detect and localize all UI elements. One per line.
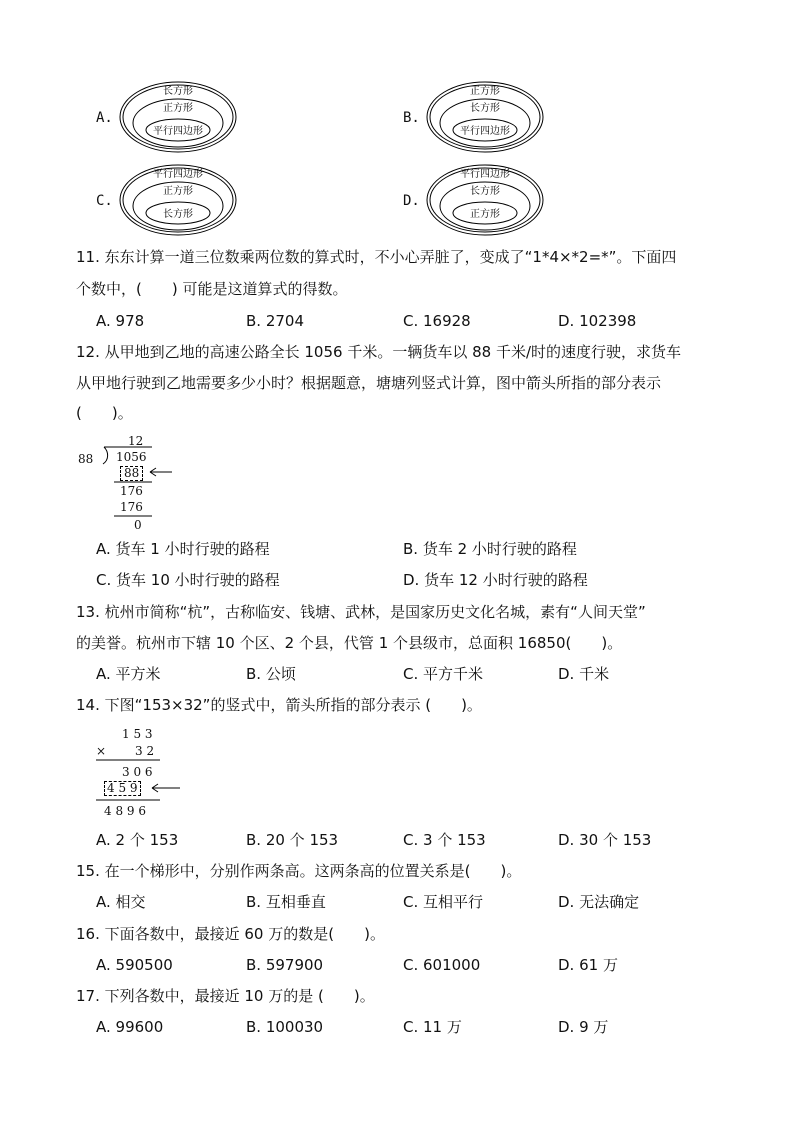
option-b-label: B.	[403, 110, 420, 126]
q11-option-b[interactable]: B. 2704	[246, 312, 305, 330]
q11-option-a[interactable]: A. 978	[96, 312, 145, 330]
svg-text:平行四边形: 平行四边形	[153, 169, 203, 180]
svg-text:平行四边形: 平行四边形	[460, 169, 510, 180]
svg-text:正方形: 正方形	[163, 186, 193, 197]
q17-option-a[interactable]: A. 99600	[96, 1018, 164, 1036]
ring-middle-label: 正方形	[163, 103, 193, 114]
boxed-partial-product-2: 4 5 9	[104, 781, 141, 796]
svg-text:长方形: 长方形	[470, 103, 500, 114]
subtract-2: 176	[120, 500, 143, 514]
q17-option-d[interactable]: D. 9 万	[558, 1018, 609, 1036]
q13-option-c[interactable]: C. 平方千米	[403, 665, 484, 683]
q13-option-a[interactable]: A. 平方米	[96, 665, 161, 683]
q17-option-c[interactable]: C. 11 万	[403, 1018, 462, 1036]
q12-option-d[interactable]: D. 货车 12 小时行驶的路程	[403, 571, 588, 589]
question-13-line-2: 的美誉。杭州市下辖 10 个区、2 个县，代管 1 个县级市，总面积 16850( )。	[76, 634, 623, 652]
multiplication-figure	[92, 725, 187, 825]
q17-option-b[interactable]: B. 100030	[246, 1018, 324, 1036]
q15-option-d[interactable]: D. 无法确定	[558, 893, 640, 911]
svg-text:平行四边形: 平行四边形	[460, 126, 510, 137]
top-factor: 1 5 3	[122, 727, 153, 741]
q15-option-b[interactable]: B. 互相垂直	[246, 893, 326, 911]
q12-option-a[interactable]: A. 货车 1 小时行驶的路程	[96, 540, 270, 558]
dividend: 1056	[116, 450, 147, 464]
question-12-line-2: 从甲地行驶到乙地需要多少小时？根据题意，塘塘列竖式计算，图中箭头所指的部分表示	[76, 374, 662, 392]
q14-option-a[interactable]: A. 2 个 153	[96, 831, 179, 849]
svg-text:长方形: 长方形	[163, 209, 193, 220]
q16-option-c[interactable]: C. 601000	[403, 956, 481, 974]
product-result: 4 8 9 6	[104, 804, 146, 818]
q15-option-a[interactable]: A. 相交	[96, 893, 146, 911]
question-17-line-1: 17. 下列各数中，最接近 10 万的是 ( )。	[76, 987, 375, 1005]
nested-ellipse-diagram-b	[425, 80, 545, 155]
quotient: 12	[128, 434, 144, 448]
question-12-line-3: ( )。	[76, 404, 133, 422]
q14-option-d[interactable]: D. 30 个 153	[558, 831, 652, 849]
nested-ellipse-diagram-a	[118, 80, 238, 155]
q13-option-b[interactable]: B. 公顷	[246, 665, 296, 683]
option-a-label: A.	[96, 110, 113, 126]
svg-text:正方形: 正方形	[470, 86, 500, 97]
question-16-line-1: 16. 下面各数中，最接近 60 万的数是( )。	[76, 925, 385, 943]
question-14-line-1: 14. 下图“153×32”的竖式中，箭头所指的部分表示 ( )。	[76, 696, 482, 714]
nested-ellipse-diagram-d	[425, 163, 545, 238]
option-d-label: D.	[403, 193, 420, 209]
ring-outer-label: 长方形	[163, 86, 193, 97]
q11-option-c[interactable]: C. 16928	[403, 312, 471, 330]
question-12-line-1: 12. 从甲地到乙地的高速公路全长 1056 千米。一辆货车以 88 千米/时的速度行驶，求货车	[76, 343, 682, 361]
svg-text:正方形: 正方形	[470, 209, 500, 220]
ring-inner-label: 平行四边形	[153, 126, 203, 137]
remainder-1: 176	[120, 484, 143, 498]
q15-option-c[interactable]: C. 互相平行	[403, 893, 484, 911]
question-11-line-1: 11. 东东计算一道三位数乘两位数的算式时，不小心弄脏了，变成了“1*4×*2=*”。下面四	[76, 248, 677, 266]
nested-ellipse-diagram-c	[118, 163, 238, 238]
q12-option-c[interactable]: C. 货车 10 小时行驶的路程	[96, 571, 280, 589]
question-15-line-1: 15. 在一个梯形中，分别作两条高。这两条高的位置关系是( )。	[76, 862, 522, 880]
question-11-line-2: 个数中，( ) 可能是这道算式的得数。	[76, 280, 348, 298]
times-sign: ×	[96, 744, 107, 758]
partial-product-1: 3 0 6	[122, 765, 153, 779]
q16-option-a[interactable]: A. 590500	[96, 956, 173, 974]
final-remainder: 0	[134, 518, 142, 532]
q13-option-d[interactable]: D. 千米	[558, 665, 610, 683]
bottom-factor: 3 2	[135, 744, 155, 758]
q16-option-b[interactable]: B. 597900	[246, 956, 324, 974]
divisor: 88	[78, 452, 94, 466]
q14-option-c[interactable]: C. 3 个 153	[403, 831, 486, 849]
q16-option-d[interactable]: D. 61 万	[558, 956, 618, 974]
q12-option-b[interactable]: B. 货车 2 小时行驶的路程	[403, 540, 577, 558]
q14-option-b[interactable]: B. 20 个 153	[246, 831, 339, 849]
option-c-label: C.	[96, 193, 113, 209]
boxed-product: 88	[120, 466, 143, 481]
question-13-line-1: 13. 杭州市简称“杭”，古称临安、钱塘、武林，是国家历史文化名城，素有“人间天堂”	[76, 603, 646, 621]
q11-option-d[interactable]: D. 102398	[558, 312, 637, 330]
long-division-figure	[76, 430, 186, 534]
svg-text:长方形: 长方形	[470, 186, 500, 197]
